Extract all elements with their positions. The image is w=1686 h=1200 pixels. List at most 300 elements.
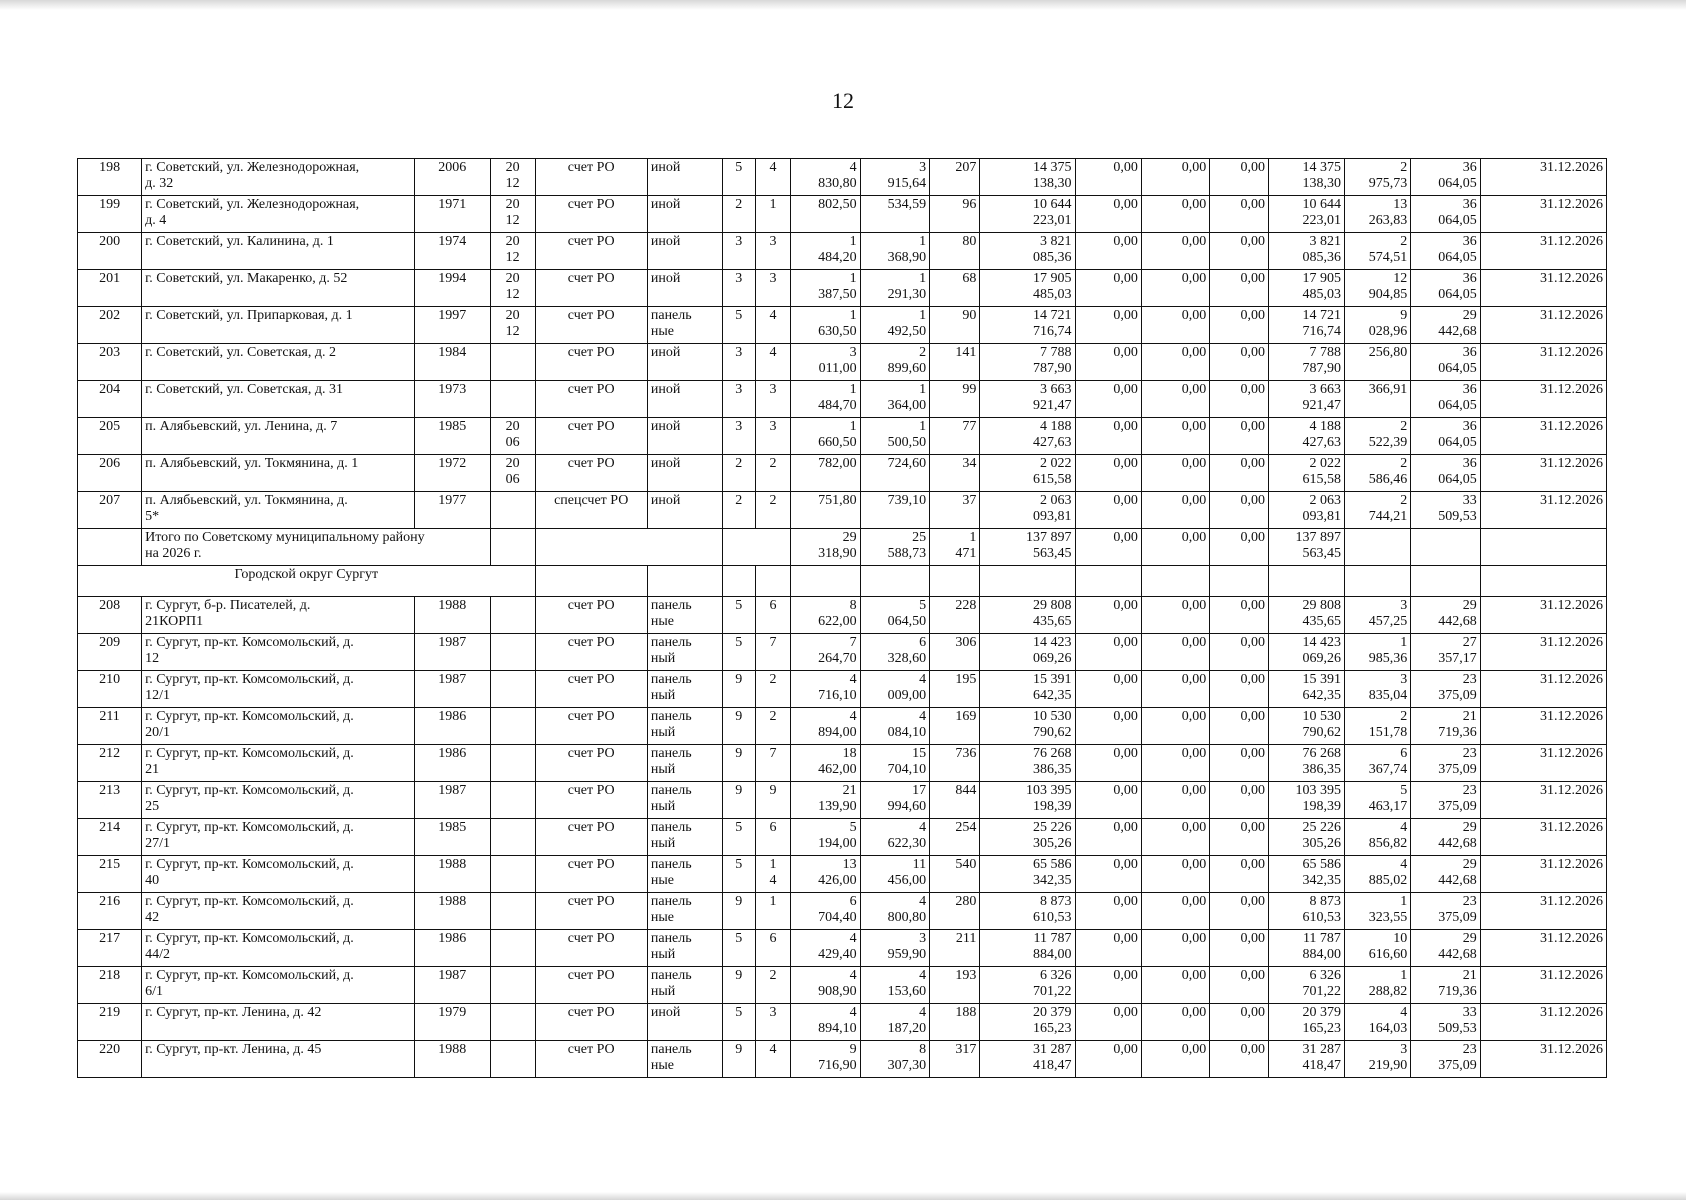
renovation-year-cell	[490, 893, 535, 930]
limit-cost-cell-line2: 375,09	[1438, 910, 1477, 925]
floors-cell: 2	[722, 492, 755, 529]
area-total-cell-line2: 716,10	[818, 688, 857, 703]
row-number: 215	[78, 856, 142, 893]
renovation-year-cell-line2: 12	[505, 324, 520, 339]
method-cell: спецсчет РО	[535, 492, 647, 529]
unit-cost-cell-line2: 288,82	[1368, 984, 1408, 999]
owners-funds-cell-line1: 31 287	[1302, 1042, 1341, 1057]
address-cell-line1: г. Советский, ул. Макаренко, д. 52	[145, 271, 348, 286]
unit-cost-cell	[1344, 930, 1410, 967]
cost-total-cell-line2: 223,01	[1033, 213, 1072, 228]
table-row	[78, 856, 1607, 893]
limit-cost-cell	[1411, 159, 1481, 196]
entrances-cell	[755, 856, 790, 893]
owners-funds-cell-line2: 642,35	[1302, 688, 1341, 703]
residents-cell: 99	[930, 381, 980, 418]
empty-cell	[1269, 566, 1345, 597]
wall-material-cell	[647, 307, 722, 344]
owners-funds-cell-line1: 15 391	[1302, 672, 1341, 687]
owners-funds-cell-line1: 2 063	[1309, 493, 1341, 508]
fund-a-cell: 0,00	[1075, 1041, 1141, 1078]
wall-material-cell	[647, 708, 722, 745]
area-total-cell-line1: 1	[849, 419, 857, 434]
year-cell: 1994	[414, 270, 490, 307]
owners-funds-cell-line2: 418,47	[1302, 1058, 1341, 1073]
fund-c-cell: 0,00	[1210, 967, 1269, 1004]
address-cell-line1: г. Сургут, пр-кт. Комсомольский, д.	[145, 709, 354, 724]
cost-total-cell	[980, 344, 1075, 381]
fund-a-cell: 0,00	[1075, 307, 1141, 344]
year-cell: 1987	[414, 782, 490, 819]
table-row	[78, 634, 1607, 671]
section-title: Городской округ Сургут	[78, 566, 536, 597]
owners-funds-cell-line1: 14 423	[1302, 635, 1341, 650]
limit-cost-cell-line2: 375,09	[1438, 1058, 1477, 1073]
address-cell-line1: г. Сургут, пр-кт. Ленина, д. 42	[145, 1005, 322, 1020]
area-living-cell	[860, 967, 930, 1004]
area-living-cell	[860, 819, 930, 856]
area-living-cell-line1: 1	[919, 234, 927, 249]
address-cell-line1: п. Алябьевский, ул. Токмянина, д. 1	[145, 456, 359, 471]
area-total-cell	[791, 196, 861, 233]
empty-cell	[860, 566, 930, 597]
unit-cost-cell-line1: 2	[1400, 419, 1408, 434]
limit-cost-cell-line1: 23	[1462, 746, 1477, 761]
total-cost	[980, 529, 1075, 566]
total-area-total-line2: 318,90	[818, 546, 857, 561]
cost-total-cell	[980, 307, 1075, 344]
address-cell	[142, 597, 415, 634]
year-cell: 1987	[414, 671, 490, 708]
empty-cell	[78, 529, 142, 566]
entrances-cell: 9	[755, 782, 790, 819]
limit-cost-cell-line1: 29	[1462, 598, 1477, 613]
floors-cell: 3	[722, 344, 755, 381]
owners-funds-cell-line1: 65 586	[1302, 857, 1341, 872]
area-living-cell-line1: 17	[912, 783, 927, 798]
owners-funds-cell-line1: 4 188	[1309, 419, 1341, 434]
wall-material-cell-line1: иной	[650, 345, 681, 360]
unit-cost-cell-line2: 616,60	[1368, 947, 1408, 962]
area-total-cell-line1: 5	[849, 820, 857, 835]
residents-cell: 141	[930, 344, 980, 381]
row-number: 202	[78, 307, 142, 344]
empty-cell	[535, 566, 647, 597]
address-cell-line2: 42	[145, 910, 160, 925]
owners-funds-cell-line1: 3 821	[1309, 234, 1341, 249]
renovation-year-cell-line2: 12	[505, 287, 520, 302]
renovation-year-cell	[490, 745, 535, 782]
renovation-year-cell	[490, 381, 535, 418]
area-living-cell-line2: 899,60	[887, 361, 927, 376]
area-total-cell-line2: 894,10	[818, 1021, 857, 1036]
cost-total-cell-line1: 3 663	[1040, 382, 1072, 397]
wall-material-cell-line2: ный	[650, 651, 676, 666]
fund-b-cell: 0,00	[1141, 1041, 1209, 1078]
total-owners-funds	[1269, 529, 1345, 566]
unit-cost-cell-line1: 9	[1400, 308, 1408, 323]
entrances-cell: 6	[755, 597, 790, 634]
owners-funds-cell-line1: 17 905	[1302, 271, 1341, 286]
address-cell-line1: г. Советский, ул. Советская, д. 2	[145, 345, 336, 360]
fund-a-cell: 0,00	[1075, 745, 1141, 782]
wall-material-cell-line1: иной	[650, 234, 681, 249]
residents-cell: 228	[930, 597, 980, 634]
limit-cost-cell-line2: 375,09	[1438, 688, 1477, 703]
limit-cost-cell-line1: 23	[1462, 672, 1477, 687]
limit-cost-cell-line1: 21	[1462, 709, 1477, 724]
year-cell: 1997	[414, 307, 490, 344]
row-number: 217	[78, 930, 142, 967]
cost-total-cell-line2: 138,30	[1033, 176, 1072, 191]
area-living-cell	[860, 307, 930, 344]
limit-cost-cell-line1: 36	[1462, 160, 1477, 175]
area-living-cell-line2: 492,50	[887, 324, 927, 339]
wall-material-cell-line1: панель	[650, 857, 692, 872]
owners-funds-cell-line2: 610,53	[1302, 910, 1341, 925]
cost-total-cell-line1: 25 226	[1033, 820, 1072, 835]
address-cell-line1: г. Советский, ул. Железнодорожная,	[145, 160, 360, 175]
limit-cost-cell-line1: 29	[1462, 857, 1477, 872]
owners-funds-cell	[1269, 233, 1345, 270]
wall-material-cell	[647, 967, 722, 1004]
unit-cost-cell	[1344, 708, 1410, 745]
area-living-cell	[860, 1004, 930, 1041]
fund-b-cell: 0,00	[1141, 856, 1209, 893]
limit-cost-cell-line2: 442,68	[1438, 836, 1477, 851]
limit-cost-cell	[1411, 344, 1481, 381]
address-cell	[142, 930, 415, 967]
total-area-total-line1: 29	[842, 530, 857, 545]
row-number: 200	[78, 233, 142, 270]
unit-cost-cell-line2: 904,85	[1368, 287, 1408, 302]
limit-cost-cell	[1411, 1041, 1481, 1078]
fund-c-cell: 0,00	[1210, 344, 1269, 381]
year-cell: 1987	[414, 634, 490, 671]
entrances-cell: 7	[755, 634, 790, 671]
area-living-cell-line2: 153,60	[887, 984, 927, 999]
fund-a-cell: 0,00	[1075, 159, 1141, 196]
area-total-cell	[791, 745, 861, 782]
address-cell-line2: 12/1	[145, 688, 171, 703]
table-row	[78, 1004, 1607, 1041]
entrances-cell: 6	[755, 819, 790, 856]
renovation-year-cell-line1: 20	[505, 308, 520, 323]
limit-cost-cell	[1411, 893, 1481, 930]
owners-funds-cell	[1269, 856, 1345, 893]
deadline-cell: 31.12.2026	[1480, 270, 1606, 307]
residents-cell: 195	[930, 671, 980, 708]
wall-material-cell	[647, 856, 722, 893]
empty-cell	[1480, 529, 1606, 566]
fund-b-cell: 0,00	[1141, 492, 1209, 529]
address-cell	[142, 492, 415, 529]
address-cell-line1: г. Сургут, пр-кт. Комсомольский, д.	[145, 820, 354, 835]
empty-cell	[490, 529, 535, 566]
area-living-cell	[860, 782, 930, 819]
address-cell	[142, 967, 415, 1004]
area-living-cell	[860, 418, 930, 455]
fund-b-cell: 0,00	[1141, 159, 1209, 196]
cost-total-cell-line2: 701,22	[1033, 984, 1072, 999]
address-cell-line1: п. Алябьевский, ул. Токмянина, д.	[145, 493, 348, 508]
area-total-cell	[791, 671, 861, 708]
table-row	[78, 492, 1607, 529]
wall-material-cell	[647, 597, 722, 634]
floors-cell: 9	[722, 671, 755, 708]
area-living-cell-line2: 187,20	[887, 1021, 927, 1036]
cost-total-cell-line1: 14 721	[1033, 308, 1072, 323]
renovation-year-cell-line1: 20	[505, 456, 520, 471]
address-cell	[142, 381, 415, 418]
table-row	[78, 819, 1607, 856]
entrances-cell: 2	[755, 671, 790, 708]
year-cell: 1979	[414, 1004, 490, 1041]
limit-cost-cell-line1: 33	[1462, 1005, 1477, 1020]
cost-total-cell-line2: 716,74	[1033, 324, 1072, 339]
wall-material-cell-line1: панель	[650, 783, 692, 798]
limit-cost-cell-line2: 064,05	[1438, 250, 1477, 265]
wall-material-cell-line1: панель	[650, 1042, 692, 1057]
row-number: 220	[78, 1041, 142, 1078]
area-total-cell-line2: 011,00	[818, 361, 857, 376]
area-living-cell	[860, 492, 930, 529]
area-total-cell-line2: 484,70	[818, 398, 857, 413]
table-row	[78, 745, 1607, 782]
fund-a-cell: 0,00	[1075, 856, 1141, 893]
owners-funds-cell	[1269, 1004, 1345, 1041]
cost-total-cell	[980, 708, 1075, 745]
total-fund-b: 0,00	[1141, 529, 1209, 566]
table-row	[78, 159, 1607, 196]
address-cell	[142, 307, 415, 344]
address-cell-line1: г. Сургут, пр-кт. Комсомольский, д.	[145, 894, 354, 909]
residents-cell: 193	[930, 967, 980, 1004]
owners-funds-cell-line2: 435,65	[1302, 614, 1341, 629]
cost-total-cell-line2: 085,36	[1033, 250, 1072, 265]
unit-cost-cell	[1344, 967, 1410, 1004]
method-cell: счет РО	[535, 967, 647, 1004]
wall-material-cell	[647, 671, 722, 708]
area-total-cell	[791, 708, 861, 745]
wall-material-cell-line2: ные	[650, 614, 674, 629]
entrances-cell: 3	[755, 381, 790, 418]
area-total-cell-line1: 4	[849, 968, 857, 983]
area-living-cell-line2: 704,10	[887, 762, 927, 777]
floors-cell: 9	[722, 967, 755, 1004]
fund-a-cell: 0,00	[1075, 270, 1141, 307]
method-cell: счет РО	[535, 159, 647, 196]
area-total-cell-line2: 894,00	[818, 725, 857, 740]
row-number: 210	[78, 671, 142, 708]
unit-cost-cell-line2: 985,36	[1368, 651, 1408, 666]
area-total-cell	[791, 1004, 861, 1041]
floors-cell: 3	[722, 270, 755, 307]
renovation-year-cell	[490, 455, 535, 492]
total-area-living-line1: 25	[912, 530, 927, 545]
area-living-cell-line1: 4	[919, 1005, 927, 1020]
total-fund-c: 0,00	[1210, 529, 1269, 566]
area-living-cell	[860, 671, 930, 708]
table-row	[78, 893, 1607, 930]
entrances-cell: 2	[755, 455, 790, 492]
unit-cost-cell-line1: 2	[1400, 709, 1408, 724]
deadline-cell: 31.12.2026	[1480, 967, 1606, 1004]
table-row	[78, 671, 1607, 708]
area-living-cell-line1: 1	[919, 271, 927, 286]
wall-material-cell-line1: панель	[650, 894, 692, 909]
area-total-cell-line2: 429,40	[818, 947, 857, 962]
limit-cost-cell	[1411, 381, 1481, 418]
fund-a-cell: 0,00	[1075, 893, 1141, 930]
table-row	[78, 381, 1607, 418]
limit-cost-cell-line1: 36	[1462, 419, 1477, 434]
area-total-cell-line1: 1	[849, 234, 857, 249]
area-living-cell-line2: 915,64	[887, 176, 927, 191]
cost-total-cell-line1: 4 188	[1040, 419, 1072, 434]
year-cell: 1971	[414, 196, 490, 233]
fund-b-cell: 0,00	[1141, 418, 1209, 455]
owners-funds-cell	[1269, 893, 1345, 930]
table-row	[78, 307, 1607, 344]
row-number: 218	[78, 967, 142, 1004]
wall-material-cell-line1: иной	[650, 197, 681, 212]
wall-material-cell	[647, 782, 722, 819]
method-cell: счет РО	[535, 418, 647, 455]
wall-material-cell-line2: ные	[650, 910, 674, 925]
entrances-cell-line1: 1	[769, 857, 777, 872]
table-row	[78, 196, 1607, 233]
area-total-cell-line1: 3	[849, 345, 857, 360]
area-total-cell-line1: 1	[849, 308, 857, 323]
area-total-cell	[791, 782, 861, 819]
total-owners-funds-line1: 137 897	[1295, 530, 1341, 545]
owners-funds-cell-line2: 427,63	[1302, 435, 1341, 450]
total-area-living-line2: 588,73	[887, 546, 927, 561]
limit-cost-cell-line1: 36	[1462, 345, 1477, 360]
address-cell-line2: 40	[145, 873, 160, 888]
residents-cell: 254	[930, 819, 980, 856]
method-cell: счет РО	[535, 745, 647, 782]
limit-cost-cell-line2: 064,05	[1438, 472, 1477, 487]
owners-funds-cell-line1: 2 022	[1309, 456, 1341, 471]
row-number: 206	[78, 455, 142, 492]
unit-cost-cell-line1: 4	[1400, 857, 1408, 872]
wall-material-cell-line2: ный	[650, 799, 676, 814]
renovation-year-cell	[490, 967, 535, 1004]
fund-c-cell: 0,00	[1210, 856, 1269, 893]
cost-total-cell	[980, 745, 1075, 782]
cost-total-cell-line1: 29 808	[1033, 598, 1072, 613]
row-number: 207	[78, 492, 142, 529]
area-total-cell-line2: 484,20	[818, 250, 857, 265]
limit-cost-cell-line2: 064,05	[1438, 176, 1477, 191]
floors-cell: 9	[722, 745, 755, 782]
owners-funds-cell-line2: 386,35	[1302, 762, 1341, 777]
unit-cost-cell-line2: 856,82	[1368, 836, 1408, 851]
residents-cell: 844	[930, 782, 980, 819]
area-total-cell-line2: 387,50	[818, 287, 857, 302]
limit-cost-cell-line2: 064,05	[1438, 213, 1477, 228]
year-cell: 1986	[414, 930, 490, 967]
limit-cost-cell	[1411, 1004, 1481, 1041]
total-cost-line1: 137 897	[1026, 530, 1072, 545]
floors-cell: 5	[722, 930, 755, 967]
area-living-cell-line1: 3	[919, 931, 927, 946]
area-living-cell-line2: 291,30	[887, 287, 927, 302]
limit-cost-cell-line1: 36	[1462, 456, 1477, 471]
unit-cost-cell-line2: 164,03	[1368, 1021, 1408, 1036]
empty-cell	[791, 566, 861, 597]
deadline-cell: 31.12.2026	[1480, 233, 1606, 270]
address-cell-line2: 27/1	[145, 836, 171, 851]
owners-funds-cell-line2: 615,58	[1302, 472, 1341, 487]
floors-cell: 3	[722, 233, 755, 270]
limit-cost-cell-line1: 33	[1462, 493, 1477, 508]
entrances-cell: 2	[755, 492, 790, 529]
floors-cell: 5	[722, 1004, 755, 1041]
owners-funds-cell-line2: 085,36	[1302, 250, 1341, 265]
address-cell-line1: г. Сургут, б-р. Писателей, д.	[145, 598, 311, 613]
floors-cell: 9	[722, 782, 755, 819]
unit-cost-cell-line2: 835,04	[1368, 688, 1408, 703]
cost-total-cell	[980, 455, 1075, 492]
deadline-cell: 31.12.2026	[1480, 196, 1606, 233]
wall-material-cell	[647, 196, 722, 233]
limit-cost-cell-line2: 375,09	[1438, 762, 1477, 777]
table-row	[78, 930, 1607, 967]
cost-total-cell	[980, 196, 1075, 233]
cost-total-cell	[980, 893, 1075, 930]
cost-total-cell-line1: 11 787	[1033, 931, 1072, 946]
limit-cost-cell	[1411, 455, 1481, 492]
unit-cost-cell-line1: 2	[1400, 160, 1408, 175]
owners-funds-cell-line2: 884,00	[1302, 947, 1341, 962]
unit-cost-cell-line2: 151,78	[1368, 725, 1408, 740]
address-cell-line1: г. Сургут, пр-кт. Комсомольский, д.	[145, 931, 354, 946]
residents-cell: 90	[930, 307, 980, 344]
cost-total-cell-line2: 165,23	[1033, 1021, 1072, 1036]
area-total-cell-line1: 4	[849, 709, 857, 724]
area-living-cell	[860, 856, 930, 893]
wall-material-cell-line1: панель	[650, 635, 692, 650]
entrances-cell: 4	[755, 307, 790, 344]
area-total-cell-line2: 830,80	[818, 176, 857, 191]
total-fund-a: 0,00	[1075, 529, 1141, 566]
renovation-year-cell	[490, 270, 535, 307]
residents-cell: 68	[930, 270, 980, 307]
cost-total-cell-line1: 14 375	[1033, 160, 1072, 175]
fund-c-cell: 0,00	[1210, 708, 1269, 745]
area-total-cell-line1: 1	[849, 271, 857, 286]
area-living-cell-line2: 994,60	[887, 799, 927, 814]
address-cell-line2: 21КОРП1	[145, 614, 204, 629]
unit-cost-cell	[1344, 381, 1410, 418]
limit-cost-cell-line2: 357,17	[1438, 651, 1477, 666]
area-total-cell	[791, 455, 861, 492]
address-cell	[142, 270, 415, 307]
renovation-year-cell	[490, 1041, 535, 1078]
area-living-cell-line1: 6	[919, 635, 927, 650]
unit-cost-cell-line1: 1	[1400, 968, 1408, 983]
owners-funds-cell-line2: 223,01	[1302, 213, 1341, 228]
wall-material-cell	[647, 418, 722, 455]
empty-cell	[647, 566, 722, 597]
limit-cost-cell	[1411, 708, 1481, 745]
unit-cost-cell-line1: 3	[1400, 598, 1408, 613]
fund-a-cell: 0,00	[1075, 967, 1141, 1004]
address-cell-line2: 21	[145, 762, 160, 777]
